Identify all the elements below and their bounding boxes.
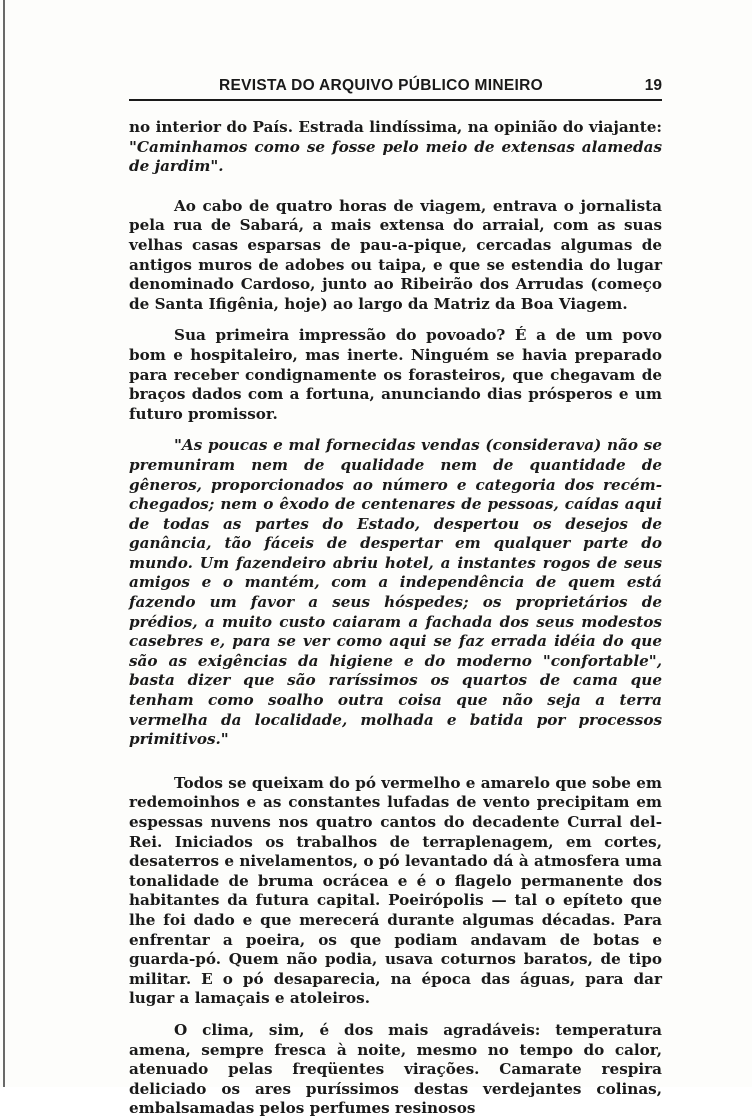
paragraph-5 — [129, 774, 662, 1009]
block-quote: "As poucas e mal fornecidas vendas (considerava) não se premuniram nem de qualidade nem de quantidade de gêneros, proporcionados ao número e categoria dos recém-chegados; nem o êxodo de centenares de pessoas, caídas aqui de todas as partes do Estado, despertou os desejos de ganância, tão fáceis de despertar em qualquer parte do mundo. Um fazendeiro abriu hotel, a instantes rogos de seus amigos e o mantém, com a independência de quem está fazendo um favor a seus hóspedes; os proprietários de prédios, a muito custo caiaram a fachada dos seus modestos casebres e, para se ver como aqui se faz errada idéia do que são as exigências da higiene e do moderno "confortable", basta dizer que são raríssimos os quartos de cama que tenham como soalho outra coisa que não seja a terra vermelha da localidade, molhada e batida por processos primitivos." — [129, 436, 662, 749]
page-number: 19 — [644, 77, 662, 94]
paragraph-6-text: O clima, sim, é dos mais agradáveis: temperatura amena, sempre fresca à noite, mesmo no tempo do calor, atenuado pelas freqüentes virações. Camarate respira deliciado os ares puríssimos destas verdejantes colinas, embalsamadas pelos perfumes resinosos — [129, 1020, 662, 1118]
paragraph-1 — [129, 118, 662, 177]
paragraph-2-text: Ao cabo de quatro horas de viagem, entrava o jornalista pela rua de Sabará, a mais extensa do arraial, com as suas velhas casas esparsas de pau-a-pique, cercadas algumas de antigos muros de adobes ou taipa, e que se estendia do lugar denominado Cardoso, junto ao Ribeirão dos Arrudas (começo de Santa Ifigênia, hoje) ao largo da Matriz da Boa Viagem. — [129, 196, 662, 313]
paragraph-3 — [129, 326, 662, 424]
paragraph-5-text: Todos se queixam do pó vermelho e amarelo que sobe em redemoinhos e as constantes lufadas de vento precipitam em espessas nuvens nos quatro cantos do decadente Curral del-Rei. Iniciados os trabalhos de terraplenagem, em cortes, desaterros e nivelamentos, o pó levantado dá à atmosfera uma tonalidade de bruma ocrácea e é o flagelo permanente dos habitantes da futura capital. Poeirópolis — tal o epíteto que lhe foi dado e que merecerá durante algumas décadas. Para enfrentar a poeira, os que podiam andavam de botas e guarda-pó. Quem não podia, usava coturnos baratos, de tipo militar. E o pó desaparecia, na época das águas, para dar lugar a lamaçais e atoleiros. — [129, 773, 662, 1008]
paragraph-2 — [129, 197, 662, 315]
page-edge-rule — [3, 0, 5, 1087]
article-body — [129, 118, 662, 1119]
paragraph-3-text: Sua primeira impressão do povoado? É a de um povo bom e hospitaleiro, mas inerte. Ninguém se havia preparado para receber condignamente os forasteiros, que chegavam de braços dados com a fortuna, anunciando dias prósperos e um futuro promissor. — [129, 326, 662, 423]
paragraph-1-text: no interior do País. Estrada lindíssima, na opinião do viajante: — [129, 118, 662, 136]
traveler-quote: "Caminhamos como se fosse pelo meio de extensas alamedas de jardim". — [129, 137, 662, 176]
journal-title: REVISTA DO ARQUIVO PÚBLICO MINEIRO — [219, 77, 543, 94]
paragraph-6 — [129, 1021, 662, 1119]
running-header — [129, 77, 662, 101]
